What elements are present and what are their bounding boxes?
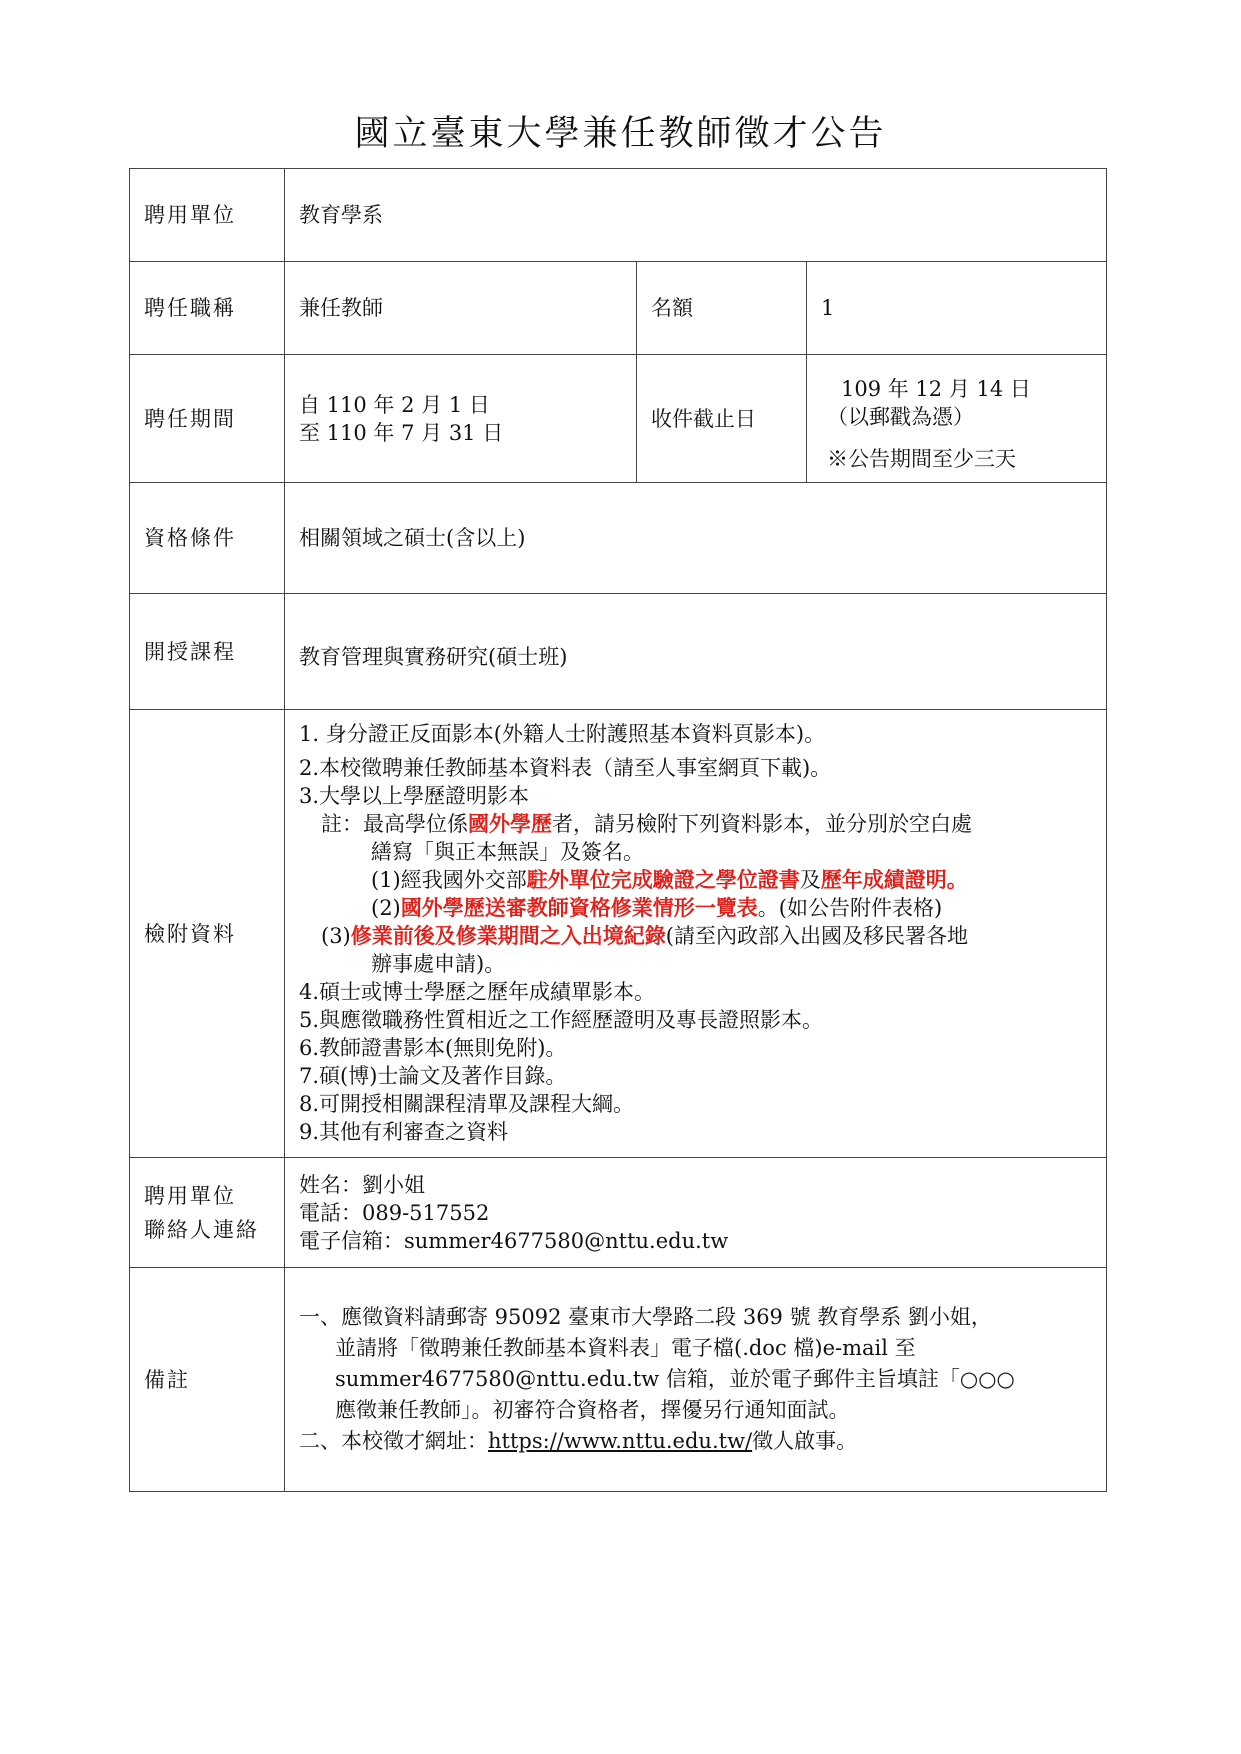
doc-sub-3-c: (請至內政部入出國及移民署各地 bbox=[665, 924, 968, 948]
contact-email: 電子信箱：summer4677580@nttu.edu.tw bbox=[299, 1228, 729, 1253]
doc-note-highlight: 國外學歷 bbox=[468, 811, 552, 836]
doc-note-text-c: 者，請另檢附下列資料影本，並分別於空白處 bbox=[552, 812, 972, 836]
doc-sub-2-c: 。(如公告附件表格) bbox=[757, 896, 943, 920]
recruitment-link[interactable]: https://www.nttu.edu.tw/ bbox=[488, 1429, 753, 1453]
period-value bbox=[285, 355, 637, 483]
remark-line-5 bbox=[299, 1426, 1098, 1457]
doc-item-1: 1. 身分證正反面影本(外籍人士附護照基本資料頁影本)。 bbox=[299, 722, 826, 746]
doc-note-cont: 繕寫「與正本無誤」及簽名。 bbox=[371, 840, 644, 864]
period-label: 聘任期間 bbox=[130, 355, 285, 483]
qualification-value: 相關領域之碩士(含以上) bbox=[285, 483, 1107, 594]
contact-label-2: 聯絡人連絡 bbox=[144, 1217, 259, 1242]
period-from: 自 110 年 2 月 1 日 bbox=[299, 392, 490, 417]
doc-item-5: 5.與應徵職務性質相近之工作經歷證明及專長證照影本。 bbox=[299, 1008, 824, 1032]
remark-line-5-tail: 徵人啟事。 bbox=[752, 1429, 858, 1453]
doc-sub-1-a: (1)經我國外交部 bbox=[371, 868, 527, 892]
row-documents bbox=[130, 710, 1107, 1158]
doc-sub-1-d: 歷年成績證明。 bbox=[820, 867, 968, 892]
contact-phone: 電話：089-517552 bbox=[299, 1200, 490, 1225]
quota-value: 1 bbox=[807, 262, 1107, 355]
doc-sub-2-a: (2) bbox=[371, 896, 401, 920]
course-value: 教育管理與實務研究(碩士班) bbox=[285, 594, 1107, 710]
row-period bbox=[130, 355, 1107, 483]
doc-item-2: 2.本校徵聘兼任教師基本資料表（請至人事室網頁下載)。 bbox=[299, 756, 832, 780]
remark-line-4: 應徵兼任教師」。初審符合資格者，擇優另行通知面試。 bbox=[335, 1398, 850, 1422]
doc-item-3: 3.大學以上學歷證明影本 bbox=[299, 784, 530, 808]
period-to: 至 110 年 7 月 31 日 bbox=[299, 420, 504, 445]
contact-name: 姓名：劉小姐 bbox=[299, 1172, 425, 1197]
qualification-label: 資格條件 bbox=[130, 483, 285, 594]
row-remarks bbox=[130, 1268, 1107, 1492]
deadline-label: 收件截止日 bbox=[637, 355, 807, 483]
doc-item-8: 8.可開授相關課程清單及課程大綱。 bbox=[299, 1092, 635, 1116]
doc-sub-1-b: 駐外單位完成驗證之學位證書 bbox=[526, 867, 800, 892]
announce-note: ※公告期間至少三天 bbox=[827, 447, 1016, 471]
remark-line-5-text: 二、本校徵才網址： bbox=[299, 1429, 488, 1453]
position-value: 兼任教師 bbox=[285, 262, 637, 355]
row-contact bbox=[130, 1158, 1107, 1268]
contact-label bbox=[130, 1158, 285, 1268]
doc-sub-1-c: 及 bbox=[799, 868, 821, 892]
deadline-value bbox=[807, 355, 1107, 483]
page-title: 國立臺東大學兼任教師徵才公告 bbox=[354, 114, 887, 154]
doc-sub-2-b: 國外學歷送審教師資格修業情形一覽表 bbox=[400, 895, 758, 920]
remarks-content bbox=[285, 1268, 1107, 1492]
doc-item-9: 9.其他有利審查之資料 bbox=[299, 1120, 509, 1144]
doc-sub-3-a: (3) bbox=[321, 924, 351, 948]
deadline-date: 109 年 12 月 14 日 bbox=[841, 377, 1031, 401]
position-label: 聘任職稱 bbox=[130, 262, 285, 355]
doc-item-7: 7.碩(博)士論文及著作目錄。 bbox=[299, 1064, 567, 1088]
doc-sub-3-b: 修業前後及修業期間之入出境紀錄 bbox=[350, 923, 666, 948]
contact-label-1: 聘用單位 bbox=[144, 1183, 236, 1208]
doc-item-4: 4.碩士或博士學歷之歷年成績單影本。 bbox=[299, 980, 656, 1004]
course-label: 開授課程 bbox=[130, 594, 285, 710]
quota-label: 名額 bbox=[637, 262, 807, 355]
remark-line-3: summer4677580@nttu.edu.tw 信箱，並於電子郵件主旨填註「○○○ bbox=[335, 1367, 1015, 1391]
documents-label: 檢附資料 bbox=[130, 710, 285, 1158]
remark-line-1: 一、應徵資料請郵寄 95092 臺東市大學路二段 369 號 教育學系 劉小姐， bbox=[299, 1305, 992, 1329]
documents-list bbox=[285, 710, 1107, 1158]
doc-note-text-a: 註：最高學位係 bbox=[321, 812, 468, 836]
announcement-table bbox=[129, 168, 1107, 1492]
remarks-label: 備註 bbox=[130, 1268, 285, 1492]
doc-sub-3-cont: 辦事處申請)。 bbox=[371, 952, 506, 976]
unit-value: 教育學系 bbox=[285, 169, 1107, 262]
remark-line-2: 並請將「徵聘兼任教師基本資料表」電子檔(.doc 檔)e-mail 至 bbox=[335, 1336, 916, 1360]
row-unit bbox=[130, 169, 1107, 262]
row-position bbox=[130, 262, 1107, 355]
doc-note bbox=[299, 810, 1100, 838]
deadline-note: （以郵戳為憑） bbox=[827, 405, 974, 429]
row-course bbox=[130, 594, 1107, 710]
unit-label: 聘用單位 bbox=[130, 169, 285, 262]
contact-info bbox=[285, 1158, 1107, 1268]
doc-item-6: 6.教師證書影本(無則免附)。 bbox=[299, 1036, 567, 1060]
doc-sub-3 bbox=[299, 922, 1100, 950]
row-qualification bbox=[130, 483, 1107, 594]
doc-sub-1 bbox=[299, 866, 1100, 894]
doc-sub-2 bbox=[299, 894, 1100, 922]
